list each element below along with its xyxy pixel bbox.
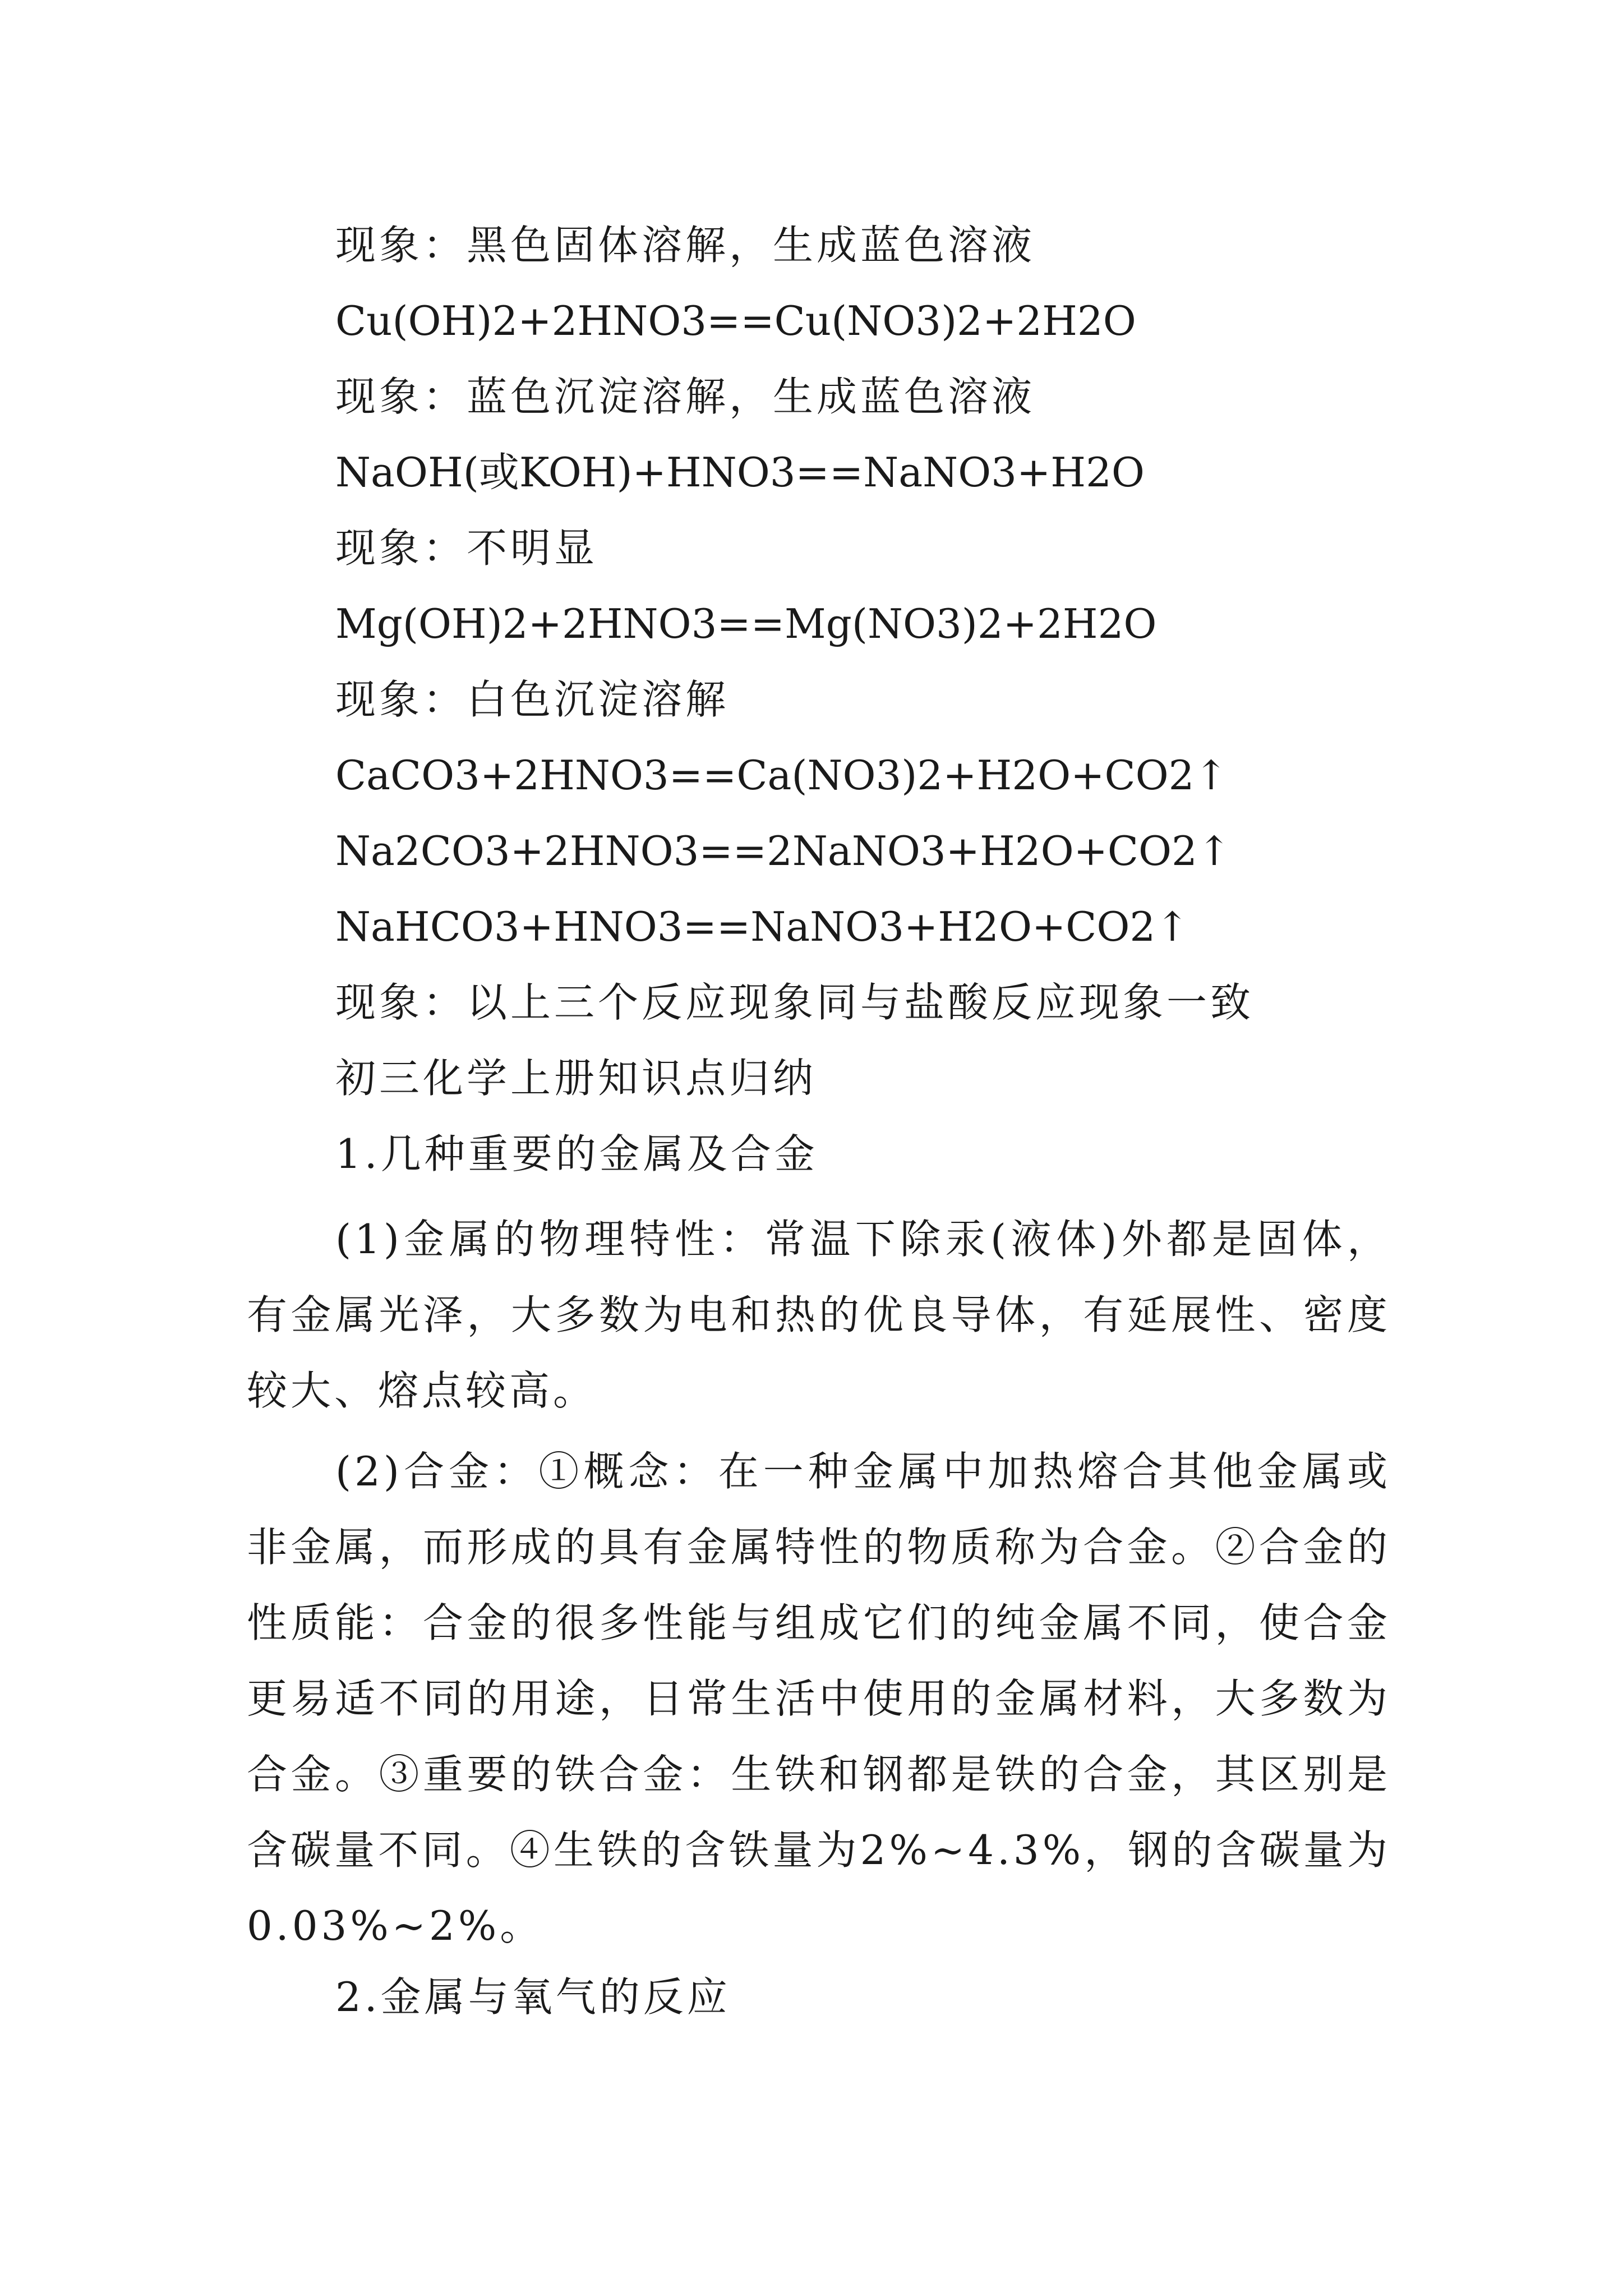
formula-line: NaOH(或KOH)+HNO3==NaNO3+H2O: [335, 449, 1145, 496]
subsection-heading: 1.几种重要的金属及合金: [335, 1130, 818, 1177]
section-title: 初三化学上册知识点归纳: [335, 1055, 817, 1102]
paragraph-physical-properties: (1)金属的物理特性：常温下除汞(液体)外都是固体，有金属光泽，大多数为电和热的优良导体，有延展性、密度较大、熔点较高。: [247, 1216, 1391, 1414]
text-line: 现象：蓝色沉淀溶解，生成蓝色溶液: [335, 373, 1036, 420]
formula-line: CaCO3+2HNO3==Ca(NO3)2+H2O+CO2↑: [335, 752, 1228, 799]
formula-line: Na2CO3+2HNO3==2NaNO3+H2O+CO2↑: [335, 827, 1232, 875]
formula-line: NaHCO3+HNO3==NaNO3+H2O+CO2↑: [335, 903, 1189, 950]
text-line: 现象：不明显: [335, 524, 598, 572]
subsection-heading: 2.金属与氧气的反应: [335, 1973, 731, 2021]
text-line: 现象：以上三个反应现象同与盐酸反应现象一致: [335, 979, 1255, 1026]
formula-line: Mg(OH)2+2HNO3==Mg(NO3)2+2H2O: [335, 600, 1157, 647]
paragraph-alloy: (2)合金：①概念：在一种金属中加热熔合其他金属或非金属，而形成的具有金属特性的物质称为合金。②合金的性质能：合金的很多性能与组成它们的纯金属不同，使合金更易适不同的用途，日常生活中使用的金属材料，大多数为合金。③重要的铁合金：生铁和钢都是铁的合金，其区别是含碳量不同。④生铁的含铁量为2%~4.3%，钢的含碳量为0.03%~2%。: [247, 1448, 1391, 1949]
text-line: 现象：白色沉淀溶解: [335, 676, 730, 723]
formula-line: Cu(OH)2+2HNO3==Cu(NO3)2+2H2O: [335, 297, 1136, 344]
text-line: 现象：黑色固体溶解，生成蓝色溶液: [335, 222, 1036, 269]
